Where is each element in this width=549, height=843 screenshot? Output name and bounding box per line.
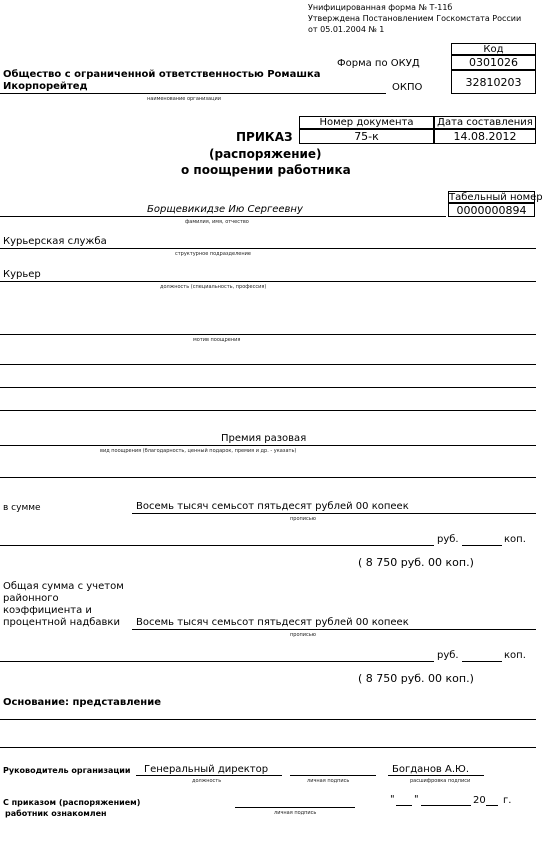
doc-number-value[interactable]: 75-к xyxy=(299,129,434,144)
ack-sign-caption: личная подпись xyxy=(274,810,317,816)
total-words: Восемь тысяч семьсот пятьдесят рублей 00 копеек xyxy=(136,617,409,628)
sum-words: Восемь тысяч семьсот пятьдесят рублей 00 копеек xyxy=(136,501,409,512)
department-underline xyxy=(0,248,536,249)
total-words-underline xyxy=(132,629,536,630)
sum-words-caption: прописью xyxy=(290,516,316,522)
ack-quote-close: " xyxy=(414,794,419,805)
employee-name-underline xyxy=(0,216,446,217)
sum-kop-label: коп. xyxy=(504,534,526,545)
approval-line: Утверждена Постановлением Госкомстата России xyxy=(308,14,522,23)
okud-value[interactable]: 0301026 xyxy=(451,55,536,70)
employee-name-caption: фамилия, имя, отчество xyxy=(185,219,249,225)
sum-numeric: ( 8 750 руб. 00 коп.) xyxy=(358,556,474,569)
head-name-value: Богданов А.Ю. xyxy=(392,764,469,775)
ack-quote-open: " xyxy=(390,794,395,805)
doc-date-header: Дата составления xyxy=(434,116,536,129)
head-name-underline xyxy=(388,775,484,776)
doc-date-value[interactable]: 14.08.2012 xyxy=(434,129,536,144)
head-position-value: Генеральный директор xyxy=(144,764,269,775)
ack-sign-underline xyxy=(235,807,355,808)
title-disposition: (распоряжение) xyxy=(209,147,322,161)
sum-kop-underline xyxy=(462,545,502,546)
motive-caption: мотив поощрения xyxy=(193,337,241,343)
department-caption: структурное подразделение xyxy=(175,251,251,257)
motive-line-2 xyxy=(0,364,536,365)
ack-label-line1: С приказом (распоряжением) xyxy=(3,798,141,807)
ack-day-underline xyxy=(396,805,412,806)
head-sign-underline xyxy=(290,775,376,776)
okpo-value[interactable]: 32810203 xyxy=(451,70,536,94)
reward-type-value: Премия разовая xyxy=(221,433,307,444)
head-position-underline xyxy=(136,775,282,776)
total-words-caption: прописью xyxy=(290,632,316,638)
basis-label: Основание: представление xyxy=(3,697,161,708)
ack-year-suffix: г. xyxy=(503,795,512,806)
sum-rub-label: руб. xyxy=(437,534,459,545)
ack-label-line2: работник ознакомлен xyxy=(5,809,107,818)
title-order: ПРИКАЗ xyxy=(236,130,293,144)
doc-number-header: Номер документа xyxy=(299,116,434,129)
okud-label: Форма по ОКУД xyxy=(337,58,420,69)
organization-name-line2: Икорпорейтед xyxy=(3,81,88,92)
head-name-caption: расшифровка подписи xyxy=(410,778,471,784)
reward-type-underline xyxy=(0,445,536,446)
okpo-label: ОКПО xyxy=(392,82,423,93)
sum-label: в сумме xyxy=(3,503,41,513)
tab-number-header: Табельный номер xyxy=(449,192,543,203)
sum-rub-underline xyxy=(0,545,434,546)
organization-caption: наименование организации xyxy=(147,96,222,102)
ack-year-prefix: 20 xyxy=(473,795,486,806)
sum-words-underline xyxy=(132,513,536,514)
total-label-line1: Общая сумма с учетом xyxy=(3,581,124,592)
total-label-line2: районного xyxy=(3,593,59,604)
motive-underline xyxy=(0,334,536,335)
code-header: Код xyxy=(451,43,536,55)
basis-line-2 xyxy=(0,747,536,748)
basis-line-1 xyxy=(0,719,536,720)
position-caption: должность (специальность, профессия) xyxy=(160,284,267,290)
ack-year-underline xyxy=(486,805,498,806)
total-rub-label: руб. xyxy=(437,650,459,661)
title-subject: о поощрении работника xyxy=(181,163,351,177)
total-label-line4: процентной надбавки xyxy=(3,617,120,628)
form-name-line: Унифицированная форма № Т-11б xyxy=(308,3,453,12)
head-sign-caption: личная подпись xyxy=(307,778,350,784)
total-rub-underline xyxy=(0,661,434,662)
position-underline xyxy=(0,281,536,282)
organization-underline xyxy=(0,93,386,94)
total-label-line3: коэффициента и xyxy=(3,605,92,616)
head-position-caption: должность xyxy=(192,778,222,784)
head-label: Руководитель организации xyxy=(3,766,131,775)
ack-month-underline xyxy=(421,805,471,806)
total-kop-label: коп. xyxy=(504,650,526,661)
motive-line-3 xyxy=(0,387,536,388)
employee-name: Борщевикидзе Ию Сергеевну xyxy=(147,204,303,215)
position-value: Курьер xyxy=(3,269,41,280)
reward-extra-line xyxy=(0,477,536,478)
total-numeric: ( 8 750 руб. 00 коп.) xyxy=(358,672,474,685)
approval-date-line: от 05.01.2004 № 1 xyxy=(308,25,385,34)
organization-name-line1: Общество с ограниченной ответственностью Ромашка xyxy=(3,69,321,80)
reward-type-caption: вид поощрения (благодарность, ценный подарок, премия и др. - указать) xyxy=(100,448,297,454)
motive-line-4 xyxy=(0,410,536,411)
tab-number-value[interactable]: 0000000894 xyxy=(448,203,535,217)
department-value: Курьерская служба xyxy=(3,236,107,247)
total-kop-underline xyxy=(462,661,502,662)
